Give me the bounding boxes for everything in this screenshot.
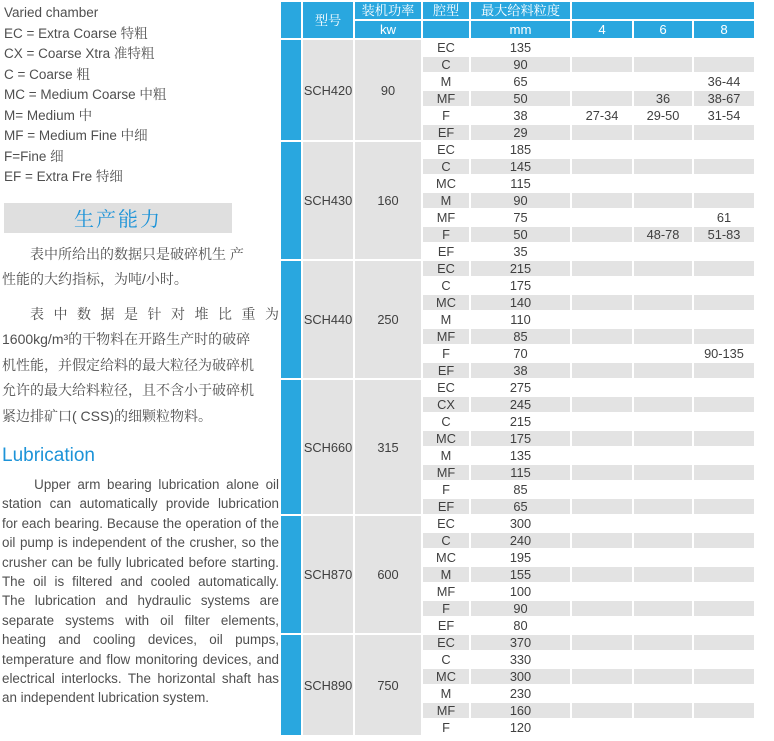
- css4-cell: [572, 193, 632, 208]
- model-cell: SCH870: [303, 516, 353, 633]
- css4-cell: [572, 57, 632, 72]
- css4-cell: [572, 448, 632, 463]
- css4-cell: [572, 261, 632, 276]
- feed-cell: 175: [471, 278, 570, 293]
- css8-cell: [694, 142, 754, 157]
- spec-table-body: [281, 40, 754, 735]
- chamber-legend: [4, 3, 281, 188]
- css8-cell: [694, 669, 754, 684]
- power-cell: 315: [355, 380, 421, 514]
- css4-cell: [572, 482, 632, 497]
- feed-cell: 155: [471, 567, 570, 582]
- css8-cell: [694, 295, 754, 310]
- css6-cell: [634, 380, 692, 395]
- chamber-cell: EC: [423, 635, 469, 650]
- css8-cell: [694, 499, 754, 514]
- feed-cell: 145: [471, 159, 570, 174]
- css8-cell: [694, 448, 754, 463]
- chamber-cell: F: [423, 346, 469, 361]
- css4-cell: [572, 567, 632, 582]
- css6-cell: [634, 414, 692, 429]
- legend-line: CX = Coarse Xtra 准特粗: [4, 46, 155, 61]
- feed-cell: 65: [471, 74, 570, 89]
- chamber-cell: M: [423, 567, 469, 582]
- chamber-cell: EF: [423, 618, 469, 633]
- css8-cell: [694, 193, 754, 208]
- css8-cell: [694, 533, 754, 548]
- css6-cell: 48-78: [634, 227, 692, 242]
- feed-cell: 35: [471, 244, 570, 259]
- feed-cell: 240: [471, 533, 570, 548]
- left-column: [0, 0, 281, 708]
- css4-cell: [572, 414, 632, 429]
- css6-cell: 29-50: [634, 108, 692, 123]
- chamber-cell: MF: [423, 703, 469, 718]
- paragraph-line: 机性能，并假定给料的最大粒径为破碎机: [2, 356, 254, 373]
- chamber-cell: M: [423, 74, 469, 89]
- css4-cell: [572, 176, 632, 191]
- model-header: 型号: [303, 2, 353, 38]
- css4-cell: [572, 550, 632, 565]
- chamber-cell: MC: [423, 176, 469, 191]
- css6-cell: 36: [634, 91, 692, 106]
- css4-cell: [572, 465, 632, 480]
- css4-cell: [572, 516, 632, 531]
- feed-cell: 160: [471, 703, 570, 718]
- css6-cell: [634, 261, 692, 276]
- css8-cell: [694, 465, 754, 480]
- css6-cell: [634, 57, 692, 72]
- feed-cell: 50: [471, 91, 570, 106]
- feed-cell: 185: [471, 142, 570, 157]
- css6-cell: [634, 40, 692, 55]
- feed-cell: 115: [471, 176, 570, 191]
- chamber-cell: MF: [423, 91, 469, 106]
- feed-cell: 135: [471, 448, 570, 463]
- chamber-cell: C: [423, 159, 469, 174]
- css6-cell: [634, 363, 692, 378]
- css8-cell: [694, 635, 754, 650]
- css4-cell: [572, 91, 632, 106]
- feed-cell: 300: [471, 516, 570, 531]
- css8-cell: [694, 278, 754, 293]
- power-cell: 160: [355, 142, 421, 259]
- css4-cell: [572, 278, 632, 293]
- chamber-cell: C: [423, 652, 469, 667]
- css8-cell: 51-83: [694, 227, 754, 242]
- css6-cell: [634, 516, 692, 531]
- css6-cell: [634, 346, 692, 361]
- table-row: [281, 261, 754, 276]
- css4-cell: [572, 312, 632, 327]
- chamber-cell: F: [423, 482, 469, 497]
- css4-cell: [572, 210, 632, 225]
- chamber-cell: EF: [423, 125, 469, 140]
- chamber-cell: MC: [423, 295, 469, 310]
- capacity-heading: 生产能力: [74, 209, 162, 231]
- css6-cell: [634, 193, 692, 208]
- chamber-cell: EF: [423, 499, 469, 514]
- feed-cell: 330: [471, 652, 570, 667]
- css4-cell: [572, 431, 632, 446]
- chamber-cell: C: [423, 278, 469, 293]
- css8-cell: [694, 584, 754, 599]
- chamber-cell: EC: [423, 516, 469, 531]
- feed-cell: 80: [471, 618, 570, 633]
- feed-cell: 90: [471, 601, 570, 616]
- css4-cell: [572, 329, 632, 344]
- power-cell: 250: [355, 261, 421, 378]
- css-group-header: [572, 2, 754, 19]
- css6-cell: [634, 210, 692, 225]
- table-row: [281, 40, 754, 55]
- css8-cell: [694, 550, 754, 565]
- css8-cell: [694, 176, 754, 191]
- legend-line: M= Medium 中: [4, 107, 93, 123]
- legend-line: EF = Extra Fre 特细: [4, 169, 123, 184]
- blue-bar-segment: [281, 40, 301, 140]
- chamber-cell: M: [423, 193, 469, 208]
- css8-cell: [694, 57, 754, 72]
- paragraph-line: 允许的最大给料粒径，且不含小于破碎机: [2, 382, 254, 398]
- spec-table: [279, 0, 756, 737]
- feed-cell: 75: [471, 210, 570, 225]
- css8-cell: [694, 244, 754, 259]
- chamber-cell: F: [423, 720, 469, 735]
- feed-cell: 38: [471, 108, 570, 123]
- legend-line: EC = Extra Coarse 特粗: [4, 25, 148, 41]
- css6-cell: [634, 448, 692, 463]
- feed-cell: 300: [471, 669, 570, 684]
- css6-cell: [634, 125, 692, 140]
- blue-bar-segment: [281, 142, 301, 259]
- lubrication-heading: Lubrication: [2, 445, 95, 466]
- css6-cell: [634, 329, 692, 344]
- feed-cell: 370: [471, 635, 570, 650]
- css6-cell: [634, 278, 692, 293]
- table-row: [281, 516, 754, 531]
- css6-cell: [634, 142, 692, 157]
- css8-cell: [694, 567, 754, 582]
- css8-cell: [694, 125, 754, 140]
- css-col-4-header: 4: [572, 21, 632, 38]
- css8-cell: [694, 431, 754, 446]
- feed-cell: 85: [471, 329, 570, 344]
- css6-cell: [634, 295, 692, 310]
- css8-cell: [694, 652, 754, 667]
- css6-cell: [634, 703, 692, 718]
- capacity-paragraph-1: [2, 242, 279, 293]
- css6-cell: [634, 601, 692, 616]
- css4-cell: [572, 125, 632, 140]
- legend-line: MC = Medium Coarse 中粗: [4, 87, 167, 102]
- css4-cell: 27-34: [572, 108, 632, 123]
- css6-cell: [634, 397, 692, 412]
- chamber-cell: MF: [423, 465, 469, 480]
- css4-cell: [572, 397, 632, 412]
- power-unit-header: kw: [355, 21, 421, 38]
- css8-cell: [694, 380, 754, 395]
- css8-cell: [694, 703, 754, 718]
- css4-cell: [572, 669, 632, 684]
- css4-cell: [572, 244, 632, 259]
- css4-cell: [572, 635, 632, 650]
- feed-unit-header: mm: [471, 21, 570, 38]
- css4-cell: [572, 363, 632, 378]
- blue-bar-segment: [281, 380, 301, 514]
- chamber-cell: M: [423, 312, 469, 327]
- chamber-cell: MF: [423, 210, 469, 225]
- css8-cell: [694, 329, 754, 344]
- model-cell: SCH420: [303, 40, 353, 140]
- css6-cell: [634, 312, 692, 327]
- chamber-cell: EF: [423, 363, 469, 378]
- feed-cell: 195: [471, 550, 570, 565]
- css8-cell: [694, 482, 754, 497]
- legend-line: F=Fine 细: [4, 148, 64, 164]
- css8-cell: 38-67: [694, 91, 754, 106]
- css6-cell: [634, 635, 692, 650]
- feed-cell: 245: [471, 397, 570, 412]
- css8-cell: [694, 686, 754, 701]
- capacity-banner: [4, 203, 232, 233]
- chamber-cell: F: [423, 227, 469, 242]
- power-header: 装机功率: [355, 2, 421, 19]
- css6-cell: [634, 499, 692, 514]
- css4-cell: [572, 652, 632, 667]
- chamber-cell: M: [423, 686, 469, 701]
- chamber-cell: F: [423, 601, 469, 616]
- power-cell: 90: [355, 40, 421, 140]
- feed-cell: 50: [471, 227, 570, 242]
- css4-cell: [572, 159, 632, 174]
- css6-cell: [634, 618, 692, 633]
- chamber-cell: MF: [423, 584, 469, 599]
- header-row-1: [281, 2, 754, 19]
- chamber-cell: MC: [423, 431, 469, 446]
- feed-cell: 90: [471, 57, 570, 72]
- feed-cell: 110: [471, 312, 570, 327]
- css4-cell: [572, 703, 632, 718]
- lubrication-paragraph: Upper arm bearing lubrication alone oil station can automatically provide lubrication for each bearing. Because the operation of the oil pump is independent of the crusher, so the crusher can be fully lubricated before starting. The oil is filtered and cooled automatically. The lubrication and hydraulic systems are separate systems with oil filter elements, heating and cooling devices, oil pumps, temperature and flow monitoring devices, and electrical interlocks. The horizontal shaft has an independent lubrication system.: [2, 477, 279, 706]
- chamber-cell: C: [423, 414, 469, 429]
- feed-cell: 29: [471, 125, 570, 140]
- feed-cell: 85: [471, 482, 570, 497]
- css8-cell: [694, 397, 754, 412]
- chamber-cell: EC: [423, 380, 469, 395]
- css8-cell: 36-44: [694, 74, 754, 89]
- css8-cell: [694, 516, 754, 531]
- feed-cell: 70: [471, 346, 570, 361]
- feed-cell: 90: [471, 193, 570, 208]
- css8-cell: [694, 312, 754, 327]
- paragraph-line: 性能的大约指标，为吨/小时。: [2, 271, 188, 287]
- css8-cell: [694, 414, 754, 429]
- css4-cell: [572, 346, 632, 361]
- chamber-header: 腔型: [423, 2, 469, 19]
- chamber-cell: CX: [423, 397, 469, 412]
- chamber-cell: MC: [423, 669, 469, 684]
- feed-cell: 38: [471, 363, 570, 378]
- blue-bar-segment: [281, 635, 301, 735]
- table-row: [281, 142, 754, 157]
- chamber-cell: EC: [423, 40, 469, 55]
- css4-cell: [572, 380, 632, 395]
- chamber-cell: MC: [423, 550, 469, 565]
- chamber-cell: EC: [423, 142, 469, 157]
- css4-cell: [572, 295, 632, 310]
- css6-cell: [634, 720, 692, 735]
- css4-cell: [572, 40, 632, 55]
- css4-cell: [572, 618, 632, 633]
- css4-cell: [572, 499, 632, 514]
- feed-cell: 65: [471, 499, 570, 514]
- css8-cell: [694, 159, 754, 174]
- chamber-cell: EF: [423, 244, 469, 259]
- paragraph-line: 表中数据是针对堆比重为: [30, 305, 279, 322]
- feed-cell: 275: [471, 380, 570, 395]
- model-cell: SCH660: [303, 380, 353, 514]
- model-cell: SCH890: [303, 635, 353, 735]
- css6-cell: [634, 533, 692, 548]
- feed-cell: 135: [471, 40, 570, 55]
- model-cell: SCH430: [303, 142, 353, 259]
- css4-cell: [572, 601, 632, 616]
- css8-cell: [694, 618, 754, 633]
- feed-cell: 175: [471, 431, 570, 446]
- css4-cell: [572, 227, 632, 242]
- feed-cell: 100: [471, 584, 570, 599]
- blue-bar-segment: [281, 261, 301, 378]
- chamber-cell: C: [423, 533, 469, 548]
- css4-cell: [572, 686, 632, 701]
- css6-cell: [634, 652, 692, 667]
- chamber-cell: MF: [423, 329, 469, 344]
- paragraph-line: 1600kg/m³的干物料在开路生产时的破碎: [2, 331, 251, 347]
- css4-cell: [572, 74, 632, 89]
- css4-cell: [572, 142, 632, 157]
- css6-cell: [634, 567, 692, 582]
- max-feed-header: 最大给料粒度: [471, 2, 570, 19]
- table-row: [281, 635, 754, 650]
- feed-cell: 230: [471, 686, 570, 701]
- table-row: [281, 380, 754, 395]
- chamber-cell: C: [423, 57, 469, 72]
- feed-cell: 120: [471, 720, 570, 735]
- feed-cell: 140: [471, 295, 570, 310]
- feed-cell: 215: [471, 414, 570, 429]
- css8-cell: [694, 720, 754, 735]
- capacity-paragraph-2: [2, 302, 279, 430]
- css8-cell: [694, 261, 754, 276]
- blue-bar-segment: [281, 2, 301, 38]
- chamber-cell: F: [423, 108, 469, 123]
- feed-cell: 215: [471, 261, 570, 276]
- css8-cell: [694, 363, 754, 378]
- css6-cell: [634, 686, 692, 701]
- spec-table-area: [279, 0, 756, 737]
- power-cell: 600: [355, 516, 421, 633]
- legend-line: C = Coarse 粗: [4, 66, 90, 82]
- css6-cell: [634, 159, 692, 174]
- paragraph-line: 紧边排矿口( CSS)的细颗粒物料。: [2, 407, 212, 424]
- css6-cell: [634, 669, 692, 684]
- paragraph-line: 表中所给出的数据只是破碎机生 产: [30, 245, 244, 262]
- chamber-header-spacer: [423, 21, 469, 38]
- css8-cell: 31-54: [694, 108, 754, 123]
- blue-bar-segment: [281, 516, 301, 633]
- css4-cell: [572, 720, 632, 735]
- css6-cell: [634, 550, 692, 565]
- css6-cell: [634, 244, 692, 259]
- css6-cell: [634, 176, 692, 191]
- css8-cell: [694, 601, 754, 616]
- css8-cell: 90-135: [694, 346, 754, 361]
- css-col-6-header: 6: [634, 21, 692, 38]
- css6-cell: [634, 584, 692, 599]
- spec-table-header: [281, 2, 754, 38]
- chamber-cell: M: [423, 448, 469, 463]
- css8-cell: 61: [694, 210, 754, 225]
- power-cell: 750: [355, 635, 421, 735]
- css4-cell: [572, 584, 632, 599]
- feed-cell: 115: [471, 465, 570, 480]
- css6-cell: [634, 482, 692, 497]
- css6-cell: [634, 74, 692, 89]
- css4-cell: [572, 533, 632, 548]
- chamber-cell: EC: [423, 261, 469, 276]
- legend-line: Varied chamber: [4, 5, 99, 20]
- legend-line: MF = Medium Fine 中细: [4, 128, 148, 143]
- model-cell: SCH440: [303, 261, 353, 378]
- css6-cell: [634, 431, 692, 446]
- css6-cell: [634, 465, 692, 480]
- css-col-8-header: 8: [694, 21, 754, 38]
- css8-cell: [694, 40, 754, 55]
